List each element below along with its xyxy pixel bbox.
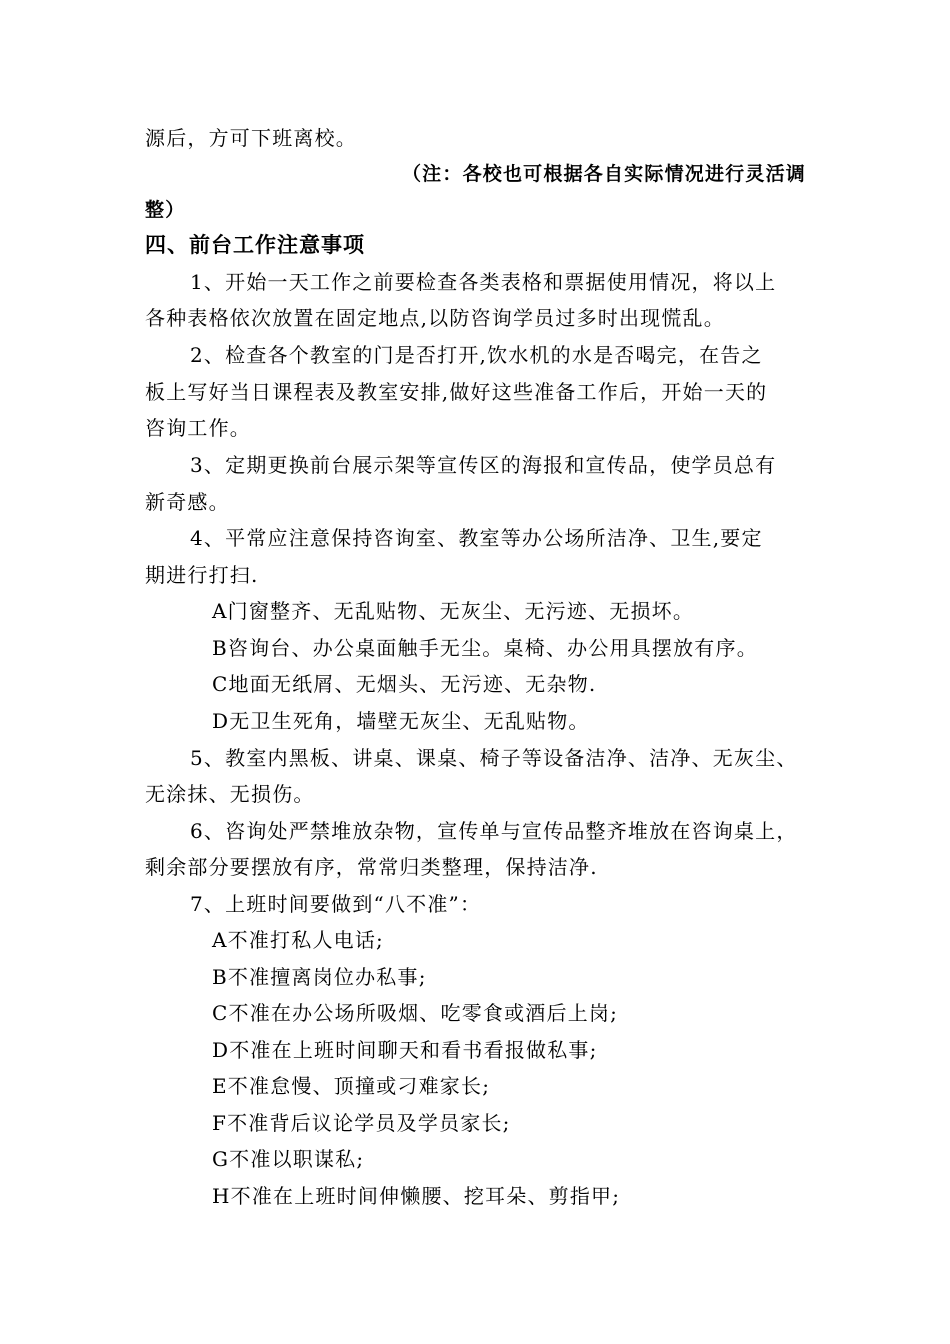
continuation-text: 源后，方可下班离校。: [145, 126, 357, 150]
paragraph-line: 新奇感。: [145, 490, 230, 514]
list-item: H不准在上班时间伸懒腰、挖耳朵、剪指甲;: [212, 1184, 621, 1208]
paragraph-line: 1、开始一天工作之前要检查各类表格和票据使用情况，将以上: [190, 270, 777, 294]
paragraph-line: 7、上班时间要做到“八不准”：: [190, 892, 482, 916]
paragraph-line: 6、咨询处严禁堆放杂物，宣传单与宣传品整齐堆放在咨询桌上，: [190, 819, 798, 843]
note-line-1: （注：各校也可根据各自实际情况进行灵活调: [401, 163, 806, 185]
paragraph-line: 剩余部分要摆放有序，常常归类整理，保持洁净.: [145, 855, 598, 879]
list-item: B不准擅离岗位办私事;: [212, 965, 427, 989]
paragraph-line: 5、教室内黑板、讲桌、课桌、椅子等设备洁净、洁净、无灰尘、: [190, 746, 798, 770]
list-item: A门窗整齐、无乱贴物、无灰尘、无污迹、无损坏。: [212, 599, 695, 623]
list-item: C地面无纸屑、无烟头、无污迹、无杂物.: [212, 672, 597, 696]
note-line-2: 整）: [145, 199, 186, 221]
list-item: B咨询台、办公桌面触手无尘。桌椅、办公用具摆放有序。: [212, 636, 758, 660]
list-item: A不准打私人电话;: [212, 928, 384, 952]
list-item: D不准在上班时间聊天和看书看报做私事;: [212, 1038, 598, 1062]
paragraph-line: 2、检查各个教室的门是否打开,饮水机的水是否喝完，在告之: [190, 343, 763, 367]
paragraph-line: 咨询工作。: [145, 416, 251, 440]
paragraph-line: 期进行打扫.: [145, 563, 259, 587]
paragraph-line: 4、平常应注意保持咨询室、教室等办公场所洁净、卫生,要定: [190, 526, 763, 550]
paragraph-line: 3、定期更换前台展示架等宣传区的海报和宣传品，使学员总有: [190, 453, 777, 477]
list-item: G不准以职谋私;: [212, 1147, 365, 1171]
list-item: C不准在办公场所吸烟、吃零食或酒后上岗;: [212, 1001, 619, 1025]
paragraph-line: 板上写好当日课程表及教室安排,做好这些准备工作后，开始一天的: [145, 380, 768, 404]
paragraph-line: 各种表格依次放置在固定地点,以防咨询学员过多时出现慌乱。: [145, 306, 725, 330]
paragraph-line: 无涂抹、无损伤。: [145, 782, 315, 806]
list-item: D无卫生死角，墙壁无灰尘、无乱贴物。: [212, 709, 590, 733]
list-item: F不准背后议论学员及学员家长;: [212, 1111, 511, 1135]
section-heading: 四、前台工作注意事项: [145, 233, 365, 257]
list-item: E不准怠慢、顶撞或刁难家长;: [212, 1074, 491, 1098]
